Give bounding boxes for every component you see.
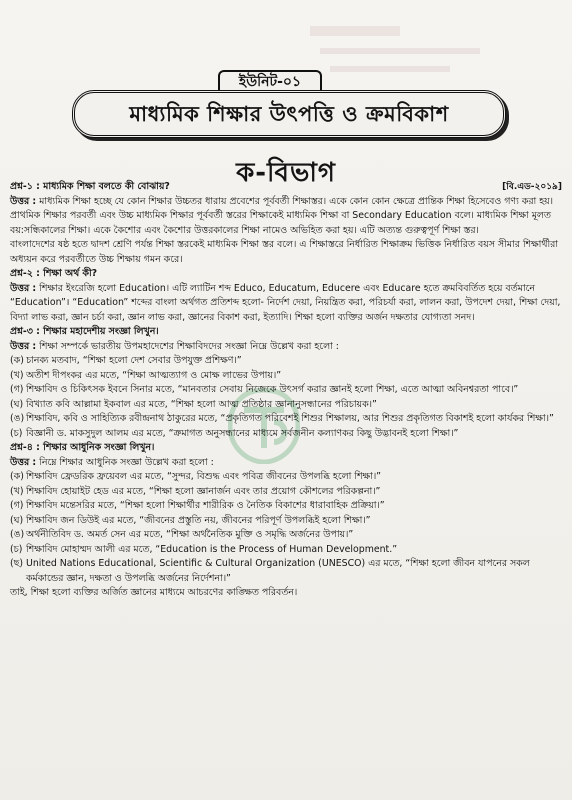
list-item	[10, 470, 562, 485]
answer-label: উত্তর :	[10, 340, 37, 352]
item-number: (খ)	[10, 485, 24, 497]
item-text: বিখ্যাত কবি আল্লামা ইকবাল এর মতে, “শিক্ষা হলো আত্ম প্রতিষ্ঠার জ্ঞানানুসন্ধানের পরিচায়ক।”	[26, 398, 377, 410]
question-2: প্রশ্ন-২ : শিক্ষা অর্থ কী?	[10, 268, 98, 279]
list-item	[10, 557, 562, 586]
item-number: (ছ)	[10, 558, 23, 569]
question-1	[10, 180, 562, 195]
item-number: (ঙ)	[10, 413, 25, 424]
answer-label: উত্তর :	[10, 282, 37, 294]
answer-1-text: মাধ্যমিক শিক্ষা হচ্ছে যে কোন শিক্ষার উচ্চতর ধারায় প্রবেশের পূর্ববর্তী শিক্ষাস্তর। একে কোন কোন ক্ষেত্রে প্রান্তিক শিক্ষা হিসেবেও গণ্য করা হয়। প্রাথমিক শিক্ষার পরবর্তী এবং উচ্চ মাধ্যমিক শিক্ষার পূর্ববর্তী স্তরের শিক্ষাকেই মাধ্যমিক শিক্ষা বা Secondary Education বলে। মাধ্যমিক শিক্ষা মূলত বয়:সন্ধিকালের শিক্ষা। একে কৈশোর এবং কৈশোর উত্তরকালের শিক্ষা নামেও অভিহিত করা হয়। এটি অত্যন্ত গুরুত্বপূর্ণ শিক্ষা স্তর।	[10, 195, 553, 236]
item-number: (গ)	[10, 384, 24, 395]
answer-1	[10, 195, 562, 239]
answer-4-intro	[10, 456, 562, 471]
item-number: (চ)	[10, 427, 23, 439]
answer-2-text: শিক্ষার ইংরেজি হলো Education। এটি ল্যাটিন শব্দ Educo, Educatum, Educere এবং Educare হতে ক্রমবিবর্তিত হয়ে বর্তমানে “Education”। “Education” শব্দের বাংলা অর্থগত প্রতিশব্দ হলো- নির্দেশ দেয়া, নিয়ন্ত্রিত করা, পরিচর্যা করা, লালন করা, উপদেশ দেয়া, শিক্ষা দেয়া, বিদ্যা লাভ করা, জ্ঞান চর্চা করা, জ্ঞান লাভ করা, জ্ঞানের বিকাশ করা, ইত্যাদি। শিক্ষা হলো ব্যক্তির অর্জন দক্ষতার যোগ্যতা সনদ।	[10, 282, 561, 323]
item-text: শিক্ষাবিদ, কবি ও সাহিত্যিক রবীন্দ্রনাথ ঠাকুরের মতে, “প্রকৃতিগত পরিবেশই শিশুর শিক্ষালয়, আর শিশুর প্রকৃতিগত বিকাশই হলো কার্যকর শিক্ষা।”	[26, 413, 554, 424]
question-3: প্রশ্ন-৩ : শিক্ষার মহাদেশীয় সংজ্ঞা লিখুন।	[10, 326, 159, 337]
item-text: শিক্ষাবিদ ও চিকিৎসক ইবনে সিনার মতে, “মানবতার সেবায় নিজেকে উৎসর্গ করার জ্ঞানই হলো শিক্ষা, এতে আত্মা অবিনশ্বরতা পাবে।”	[26, 384, 519, 395]
list-item	[10, 543, 562, 558]
list-item	[10, 514, 562, 529]
item-number: (ক)	[10, 471, 24, 482]
item-number: (খ)	[10, 369, 24, 381]
list-item	[10, 427, 562, 442]
item-text: বিজ্ঞানী ড. মাকসুদুল আলম এর মতে, “ক্রমাগত অনুসন্ধানের মাধ্যমে সর্বজনীন কল্যাণকর কিছু উদ্ভাবনই হলো শিক্ষা।”	[26, 427, 459, 439]
chapter-title: মাধ্যমিক শিক্ষার উৎপত্তি ও ক্রমবিকাশ	[72, 90, 506, 138]
item-text: শিক্ষাবিদ মোহাম্মদ আলী এর মতে, “Education is the Process of Human Development.”	[26, 543, 398, 555]
item-number: (ঘ)	[10, 514, 24, 526]
item-text: অতীশ দীপংকর এর মতে, “শিক্ষা আত্মত্যাগ ও মোক্ষ লাভের উপায়।”	[26, 369, 282, 381]
answer-label: উত্তর :	[10, 456, 37, 468]
question-1-text: প্রশ্ন-১ : মাধ্যমিক শিক্ষা বলতে কী বোঝায়?	[10, 181, 170, 192]
item-text: শিক্ষাবিদ মন্তেসরির মতে, “শিক্ষা হলো শিক্ষার্থীর শারীরিক ও নৈতিক বিকাশের ধারাবাহিক প্রক্রিয়া।”	[26, 500, 385, 511]
item-text: শিক্ষাবিদ হোয়াইট হেড এর মতে, “শিক্ষা হলো জ্ঞানার্জন এবং তার প্রয়োগ কৌশলের পরিকল্পনা।”	[26, 485, 381, 497]
list-item	[10, 369, 562, 384]
answer-label: উত্তর :	[10, 195, 37, 207]
show-through-image	[300, 18, 530, 88]
list-item	[10, 383, 562, 398]
list-item	[10, 528, 562, 543]
section-heading: ক-বিভাগ	[236, 158, 336, 188]
answer-1-para-2: বাংলাদেশের ষষ্ঠ হতে দ্বাদশ শ্রেণি পর্যন্ত শিক্ষা স্তরকেই মাধ্যমিক শিক্ষা স্তর বলে। এ শিক্ষাস্তরে নির্ধারিত শিক্ষাক্রম ভিত্তিক নির্ধারিত বয়স সীমার শিক্ষার্থীরা অধ্যয়ন করে পরবর্তীতে উচ্চ শিক্ষায় গমন করে।	[10, 239, 558, 265]
item-number: (ক)	[10, 355, 24, 366]
item-text: United Nations Educational, Scientific & Cultural Organization (UNESCO) এর মতে, “শিক্ষা হলো জীবন যাপনের সকল কর্মকান্ডের জ্ঞান, দক্ষতা ও উপলব্ধি অর্জনের নির্দেশনা।”	[26, 558, 530, 584]
item-text: শিক্ষাবিদ জন ডিউই এর মতে, “জীবনের প্রস্তুতি নয়, জীবনের পরিপূর্ণ উপলব্ধিই হলো শিক্ষা।”	[26, 514, 371, 526]
content-body	[10, 180, 562, 601]
item-number: (ঙ)	[10, 529, 25, 540]
item-text: চানক্য মতবাদ, “শিক্ষা হলো দেশ সেবার উপযুক্ত প্রশিক্ষণ।”	[26, 355, 242, 366]
list-item	[10, 485, 562, 500]
item-text: অর্থনীতিবিদ ড. অমর্ত সেন এর মতে, “শিক্ষা অর্থনৈতিক মুক্তি ও সমৃদ্ধি অর্জনের উপায়।”	[26, 529, 354, 540]
exam-tag: [বি.এড-২০১৯]	[502, 182, 562, 192]
answer-3-intro	[10, 340, 562, 355]
answer-3-intro-text: শিক্ষা সম্পর্কে ভারতীয় উপমহাদেশের শিক্ষাবিদদের সংজ্ঞা নিম্নে উল্লেখ করা হলো :	[39, 340, 339, 352]
answer-2	[10, 282, 562, 326]
unit-label: ইউনিট-০১	[218, 70, 322, 92]
list-item	[10, 354, 562, 369]
item-number: (ঘ)	[10, 398, 24, 410]
list-item	[10, 412, 562, 427]
item-number: (চ)	[10, 543, 23, 555]
item-number: (গ)	[10, 500, 24, 511]
list-item	[10, 398, 562, 413]
item-text: শিক্ষাবিদ ফ্রেডরিক ফ্রয়েবল এর মতে, “সুন্দর, বিশুদ্ধ এবং পবিত্র জীবনের উপলব্ধি হলো শিক্ষা।”	[26, 471, 382, 482]
conclusion: তাই, শিক্ষা হলো ব্যক্তির অর্জিত জ্ঞানের মাধ্যমে আচরণের কাঙ্ক্ষিত পরিবর্তন।	[10, 587, 298, 598]
question-4: প্রশ্ন-৪ : শিক্ষার আধুনিক সংজ্ঞা লিখুন।	[10, 442, 155, 453]
list-item	[10, 499, 562, 514]
answer-4-intro-text: নিম্নে শিক্ষার আধুনিক সংজ্ঞা উল্লেখ করা হলো :	[39, 456, 214, 468]
